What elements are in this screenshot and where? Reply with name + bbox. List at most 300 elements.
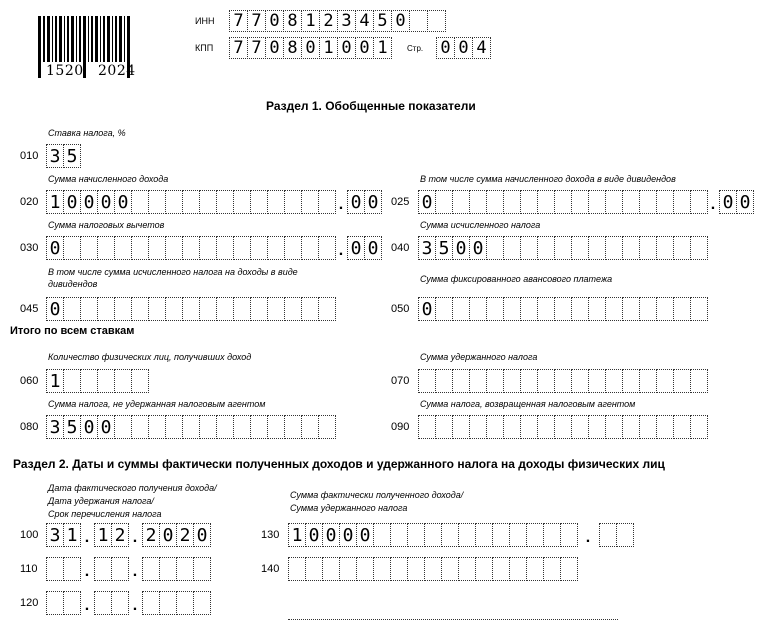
digit-cell[interactable] <box>193 591 211 615</box>
digit-cell[interactable] <box>452 369 470 393</box>
digit-cell[interactable] <box>267 236 285 260</box>
digit-cell[interactable] <box>63 369 81 393</box>
digit-cell[interactable]: 7 <box>247 10 266 32</box>
field-090-input[interactable] <box>418 415 707 439</box>
digit-cell[interactable] <box>571 190 589 214</box>
digit-cell[interactable]: 1 <box>288 523 306 547</box>
digit-cell[interactable] <box>588 190 606 214</box>
digit-cell[interactable] <box>216 297 234 321</box>
digit-cell[interactable] <box>97 236 115 260</box>
digit-cell[interactable]: 0 <box>418 297 436 321</box>
digit-cell[interactable] <box>622 369 640 393</box>
digit-cell[interactable] <box>114 236 132 260</box>
digit-cell[interactable] <box>94 557 112 581</box>
digit-cell[interactable]: 3 <box>46 415 64 439</box>
digit-cell[interactable]: 0 <box>63 190 81 214</box>
field-120-date[interactable] <box>46 591 210 615</box>
digit-cell[interactable] <box>571 369 589 393</box>
digit-cell[interactable] <box>267 190 285 214</box>
digit-cell[interactable]: 5 <box>63 415 81 439</box>
digit-cell[interactable] <box>356 557 374 581</box>
digit-cell[interactable]: 2 <box>319 10 338 32</box>
digit-cell[interactable] <box>131 297 149 321</box>
digit-cell[interactable] <box>63 591 81 615</box>
digit-cell[interactable] <box>288 557 306 581</box>
field-010-code: 010 <box>20 150 39 162</box>
digit-cell[interactable] <box>492 523 510 547</box>
digit-cell[interactable]: 0 <box>347 190 365 214</box>
digit-cell[interactable] <box>475 557 493 581</box>
digit-cell[interactable] <box>458 523 476 547</box>
digit-cell[interactable] <box>267 297 285 321</box>
digit-cell[interactable]: 0 <box>159 523 177 547</box>
field-020-input[interactable] <box>46 190 381 214</box>
digit-cell[interactable]: 0 <box>364 236 382 260</box>
digit-cell[interactable] <box>520 369 538 393</box>
digit-cell[interactable]: 0 <box>719 190 737 214</box>
digit-cell[interactable] <box>509 557 527 581</box>
digit-cell[interactable] <box>554 369 572 393</box>
digit-cell[interactable] <box>469 297 487 321</box>
digit-cell[interactable]: 0 <box>265 10 284 32</box>
totals-subtitle: Итого по всем ставкам <box>10 325 135 337</box>
decimal-separator: . <box>132 529 138 546</box>
digit-cell[interactable]: 0 <box>391 10 410 32</box>
digit-cell[interactable] <box>427 10 446 32</box>
digit-cell[interactable] <box>318 415 336 439</box>
digit-cell[interactable] <box>639 190 657 214</box>
digit-cell[interactable]: 5 <box>435 236 453 260</box>
digit-cell[interactable] <box>605 297 623 321</box>
field-045-label: В том числе сумма исчисленного налога на доходы в виде дивидендов <box>48 267 298 289</box>
digit-cell[interactable] <box>46 557 64 581</box>
digit-cell[interactable] <box>284 190 302 214</box>
digit-cell[interactable] <box>520 190 538 214</box>
digit-cell[interactable]: 1 <box>46 190 64 214</box>
digit-cell[interactable] <box>301 415 319 439</box>
field-080-code: 080 <box>20 421 39 433</box>
digit-cell[interactable] <box>318 236 336 260</box>
digit-cell[interactable] <box>469 369 487 393</box>
digit-cell[interactable] <box>526 557 544 581</box>
decimal-separator: . <box>84 597 90 614</box>
digit-cell[interactable] <box>176 557 194 581</box>
field-080-label: Сумма налога, не удержанная налоговым агентом <box>48 399 266 409</box>
digit-cell[interactable] <box>182 415 200 439</box>
digit-cell[interactable] <box>305 557 323 581</box>
digit-cell[interactable]: 3 <box>46 523 64 547</box>
digit-cell[interactable] <box>373 523 391 547</box>
digit-cell[interactable] <box>182 236 200 260</box>
field-040-label: Сумма исчисленного налога <box>420 220 541 230</box>
digit-cell[interactable] <box>318 297 336 321</box>
digit-cell[interactable] <box>233 297 251 321</box>
digit-cell[interactable]: 4 <box>355 10 374 32</box>
digit-cell[interactable]: 0 <box>436 37 455 59</box>
digit-cell[interactable] <box>373 557 391 581</box>
digit-cell[interactable] <box>267 415 285 439</box>
digit-cell[interactable] <box>114 369 132 393</box>
digit-cell[interactable] <box>554 236 572 260</box>
digit-cell[interactable]: 1 <box>46 369 64 393</box>
digit-cell[interactable] <box>233 190 251 214</box>
digit-cell[interactable] <box>165 236 183 260</box>
digit-cell[interactable] <box>159 557 177 581</box>
digit-cell[interactable] <box>588 415 606 439</box>
digit-cell[interactable] <box>639 369 657 393</box>
digit-cell[interactable] <box>165 190 183 214</box>
page-label: Стр. <box>407 44 424 53</box>
digit-cell[interactable] <box>690 415 708 439</box>
digit-cell[interactable] <box>114 415 132 439</box>
digit-cell[interactable] <box>526 523 544 547</box>
digit-cell[interactable] <box>588 369 606 393</box>
digit-cell[interactable]: 1 <box>319 37 338 59</box>
digit-cell[interactable] <box>97 369 115 393</box>
field-030-input[interactable] <box>46 236 381 260</box>
digit-cell[interactable]: 5 <box>373 10 392 32</box>
digit-cell[interactable]: 7 <box>229 37 248 59</box>
digit-cell[interactable] <box>673 297 691 321</box>
digit-cell[interactable] <box>503 236 521 260</box>
digit-cell[interactable] <box>622 236 640 260</box>
digit-cell[interactable] <box>571 297 589 321</box>
digit-cell[interactable] <box>301 190 319 214</box>
digit-cell[interactable] <box>656 369 674 393</box>
digit-cell[interactable] <box>690 190 708 214</box>
digit-cell[interactable] <box>475 523 493 547</box>
digit-cell[interactable] <box>199 236 217 260</box>
kpp-label: КПП <box>195 43 214 53</box>
digit-cell[interactable] <box>690 369 708 393</box>
digit-cell[interactable]: 2 <box>176 523 194 547</box>
digit-cell[interactable] <box>690 297 708 321</box>
digit-cell[interactable] <box>148 297 166 321</box>
field-045-input[interactable] <box>46 297 335 321</box>
digit-cell[interactable] <box>46 591 64 615</box>
field-050-label: Сумма фиксированного авансового платежа <box>420 274 613 284</box>
digit-cell[interactable] <box>407 523 425 547</box>
digit-cell[interactable]: 0 <box>454 37 473 59</box>
digit-cell[interactable]: 0 <box>736 190 754 214</box>
barcode-number-left: 1520 <box>46 63 84 79</box>
digit-cell[interactable] <box>424 557 442 581</box>
digit-cell[interactable] <box>537 236 555 260</box>
digit-cell[interactable] <box>80 297 98 321</box>
decimal-separator: . <box>585 529 591 546</box>
digit-cell[interactable] <box>486 415 504 439</box>
field-120-code: 120 <box>20 597 39 609</box>
digit-cell[interactable] <box>509 523 527 547</box>
kpp-field[interactable] <box>229 37 391 61</box>
field-010-label: Ставка налога, % <box>48 128 126 138</box>
digit-cell[interactable] <box>407 557 425 581</box>
digit-cell[interactable] <box>486 236 504 260</box>
digit-cell[interactable]: 0 <box>339 523 357 547</box>
digit-cell[interactable] <box>503 415 521 439</box>
digit-cell[interactable]: 3 <box>337 10 356 32</box>
digit-cell[interactable] <box>301 297 319 321</box>
digit-cell[interactable]: 0 <box>364 190 382 214</box>
digit-cell[interactable] <box>571 236 589 260</box>
digit-cell[interactable] <box>554 415 572 439</box>
digit-cell[interactable] <box>452 415 470 439</box>
digit-cell[interactable] <box>159 591 177 615</box>
digit-cell[interactable] <box>131 369 149 393</box>
digit-cell[interactable] <box>111 591 129 615</box>
digit-cell[interactable] <box>656 236 674 260</box>
digit-cell[interactable] <box>656 190 674 214</box>
digit-cell[interactable]: 5 <box>63 144 81 168</box>
digit-cell[interactable] <box>418 369 436 393</box>
digit-cell[interactable]: 0 <box>80 415 98 439</box>
digit-cell[interactable] <box>605 236 623 260</box>
digit-cell[interactable] <box>148 236 166 260</box>
section-2-title: Раздел 2. Даты и суммы фактически полученных доходов и удержанного налога на доходы физических лиц <box>13 457 665 471</box>
digit-cell[interactable]: 0 <box>452 236 470 260</box>
digit-cell[interactable] <box>390 557 408 581</box>
digit-cell[interactable] <box>318 190 336 214</box>
digit-cell[interactable] <box>339 557 357 581</box>
digit-cell[interactable]: 0 <box>80 190 98 214</box>
digit-cell[interactable] <box>284 297 302 321</box>
digit-cell[interactable] <box>588 236 606 260</box>
field-100-code: 100 <box>20 529 39 541</box>
digit-cell[interactable] <box>435 297 453 321</box>
digit-cell[interactable] <box>537 190 555 214</box>
digit-cell[interactable] <box>322 557 340 581</box>
field-070-input[interactable] <box>418 369 707 393</box>
digit-cell[interactable] <box>199 190 217 214</box>
digit-cell[interactable] <box>111 557 129 581</box>
digit-cell[interactable] <box>435 415 453 439</box>
digit-cell[interactable]: 2 <box>111 523 129 547</box>
digit-cell[interactable] <box>520 236 538 260</box>
digit-cell[interactable]: 0 <box>265 37 284 59</box>
digit-cell[interactable] <box>537 415 555 439</box>
digit-cell[interactable] <box>165 415 183 439</box>
digit-cell[interactable] <box>605 415 623 439</box>
digit-cell[interactable] <box>80 369 98 393</box>
field-130-input[interactable] <box>288 523 633 547</box>
digit-cell[interactable] <box>673 236 691 260</box>
digit-cell[interactable]: 7 <box>229 10 248 32</box>
barcode-number-right: 2024 <box>98 63 136 79</box>
digit-cell[interactable] <box>673 190 691 214</box>
digit-cell[interactable] <box>537 369 555 393</box>
digit-cell[interactable] <box>543 557 561 581</box>
field-100-date[interactable] <box>46 523 210 547</box>
digit-cell[interactable] <box>639 415 657 439</box>
digit-cell[interactable] <box>148 415 166 439</box>
digit-cell[interactable] <box>199 415 217 439</box>
field-060-label: Количество физических лиц, получивших доход <box>48 352 252 362</box>
field-030-label: Сумма налоговых вычетов <box>48 220 165 230</box>
digit-cell[interactable] <box>97 297 115 321</box>
digit-cell[interactable] <box>250 415 268 439</box>
digit-cell[interactable] <box>301 236 319 260</box>
digit-cell[interactable] <box>424 523 442 547</box>
inn-field[interactable] <box>229 10 445 34</box>
digit-cell[interactable] <box>537 297 555 321</box>
digit-cell[interactable] <box>605 190 623 214</box>
digit-cell[interactable] <box>554 190 572 214</box>
digit-cell[interactable] <box>441 523 459 547</box>
field-070-code: 070 <box>391 375 410 387</box>
digit-cell[interactable]: 3 <box>418 236 436 260</box>
digit-cell[interactable] <box>543 523 561 547</box>
field-025-input[interactable] <box>418 190 753 214</box>
digit-cell[interactable] <box>469 415 487 439</box>
field-060-code: 060 <box>20 375 39 387</box>
digit-cell[interactable]: 1 <box>63 523 81 547</box>
digit-cell[interactable] <box>452 190 470 214</box>
digit-cell[interactable]: 8 <box>283 37 302 59</box>
digit-cell[interactable] <box>656 415 674 439</box>
digit-cell[interactable]: 0 <box>301 37 320 59</box>
digit-cell[interactable]: 0 <box>193 523 211 547</box>
date-label-1: Дата фактического получения дохода/ <box>48 483 217 493</box>
digit-cell[interactable] <box>441 557 459 581</box>
digit-cell[interactable] <box>673 415 691 439</box>
digit-cell[interactable] <box>131 415 149 439</box>
digit-cell[interactable] <box>142 557 160 581</box>
digit-cell[interactable] <box>63 236 81 260</box>
amount-label-1: Сумма фактически полученного дохода/ <box>290 490 464 500</box>
digit-cell[interactable] <box>639 297 657 321</box>
field-050-input[interactable] <box>418 297 707 321</box>
digit-cell[interactable] <box>216 236 234 260</box>
digit-cell[interactable]: 0 <box>114 190 132 214</box>
digit-cell[interactable]: 7 <box>247 37 266 59</box>
digit-cell[interactable] <box>673 369 691 393</box>
digit-cell[interactable]: 8 <box>283 10 302 32</box>
digit-cell[interactable] <box>63 557 81 581</box>
digit-cell[interactable] <box>469 190 487 214</box>
digit-cell[interactable]: 0 <box>469 236 487 260</box>
field-010-input[interactable] <box>46 144 80 168</box>
digit-cell[interactable] <box>63 297 81 321</box>
digit-cell[interactable] <box>250 297 268 321</box>
digit-cell[interactable] <box>250 236 268 260</box>
digit-cell[interactable] <box>520 415 538 439</box>
digit-cell[interactable] <box>193 557 211 581</box>
digit-cell[interactable] <box>390 523 408 547</box>
digit-cell[interactable] <box>233 236 251 260</box>
digit-cell[interactable] <box>142 591 160 615</box>
digit-cell[interactable] <box>492 557 510 581</box>
digit-cell[interactable] <box>216 190 234 214</box>
field-040-input[interactable] <box>418 236 707 260</box>
digit-cell[interactable] <box>233 415 251 439</box>
digit-cell[interactable] <box>599 523 617 547</box>
digit-cell[interactable]: 0 <box>97 190 115 214</box>
digit-cell[interactable] <box>503 297 521 321</box>
digit-cell[interactable] <box>560 523 578 547</box>
digit-cell[interactable] <box>571 415 589 439</box>
digit-cell[interactable] <box>503 369 521 393</box>
digit-cell[interactable] <box>486 369 504 393</box>
digit-cell[interactable] <box>176 591 194 615</box>
digit-cell[interactable]: 0 <box>97 415 115 439</box>
digit-cell[interactable]: 1 <box>301 10 320 32</box>
digit-cell[interactable] <box>409 10 428 32</box>
digit-cell[interactable] <box>284 236 302 260</box>
digit-cell[interactable] <box>588 297 606 321</box>
field-020-code: 020 <box>20 196 39 208</box>
digit-cell[interactable]: 0 <box>322 523 340 547</box>
digit-cell[interactable]: 4 <box>472 37 491 59</box>
digit-cell[interactable]: 0 <box>46 236 64 260</box>
digit-cell[interactable] <box>560 557 578 581</box>
field-110-date[interactable] <box>46 557 210 581</box>
digit-cell[interactable] <box>622 297 640 321</box>
digit-cell[interactable]: 1 <box>94 523 112 547</box>
digit-cell[interactable]: 0 <box>356 523 374 547</box>
digit-cell[interactable]: 0 <box>337 37 356 59</box>
digit-cell[interactable]: 0 <box>355 37 374 59</box>
digit-cell[interactable] <box>554 297 572 321</box>
digit-cell[interactable] <box>486 190 504 214</box>
digit-cell[interactable] <box>250 190 268 214</box>
digit-cell[interactable] <box>216 415 234 439</box>
digit-cell[interactable] <box>199 297 217 321</box>
field-110-code: 110 <box>20 563 38 575</box>
digit-cell[interactable]: 0 <box>418 190 436 214</box>
digit-cell[interactable] <box>520 297 538 321</box>
digit-cell[interactable]: 2 <box>142 523 160 547</box>
field-080-input[interactable] <box>46 415 335 439</box>
digit-cell[interactable]: 0 <box>305 523 323 547</box>
digit-cell[interactable] <box>148 190 166 214</box>
digit-cell[interactable] <box>616 523 634 547</box>
digit-cell[interactable] <box>182 297 200 321</box>
digit-cell[interactable] <box>165 297 183 321</box>
field-140-input[interactable] <box>288 557 577 581</box>
digit-cell[interactable] <box>284 415 302 439</box>
digit-cell[interactable] <box>486 297 504 321</box>
digit-cell[interactable] <box>80 236 98 260</box>
digit-cell[interactable] <box>458 557 476 581</box>
digit-cell[interactable] <box>503 190 521 214</box>
digit-cell[interactable] <box>418 415 436 439</box>
digit-cell[interactable]: 1 <box>373 37 392 59</box>
digit-cell[interactable] <box>435 190 453 214</box>
digit-cell[interactable]: 0 <box>347 236 365 260</box>
digit-cell[interactable] <box>605 369 623 393</box>
field-060-input[interactable] <box>46 369 148 393</box>
field-025-label: В том числе сумма начисленного дохода в виде дивидендов <box>420 174 676 184</box>
digit-cell[interactable] <box>94 591 112 615</box>
digit-cell[interactable] <box>622 415 640 439</box>
page-number-field[interactable] <box>436 37 490 61</box>
digit-cell[interactable] <box>622 190 640 214</box>
digit-cell[interactable]: 3 <box>46 144 64 168</box>
cutoff-row-line <box>288 619 618 620</box>
digit-cell[interactable] <box>435 369 453 393</box>
digit-cell[interactable] <box>182 190 200 214</box>
digit-cell[interactable]: 0 <box>46 297 64 321</box>
digit-cell[interactable] <box>656 297 674 321</box>
digit-cell[interactable] <box>131 190 149 214</box>
digit-cell[interactable] <box>639 236 657 260</box>
digit-cell[interactable] <box>131 236 149 260</box>
digit-cell[interactable] <box>690 236 708 260</box>
amount-label-2: Сумма удержанного налога <box>290 503 408 513</box>
digit-cell[interactable] <box>114 297 132 321</box>
digit-cell[interactable] <box>452 297 470 321</box>
decimal-separator: . <box>132 563 138 580</box>
